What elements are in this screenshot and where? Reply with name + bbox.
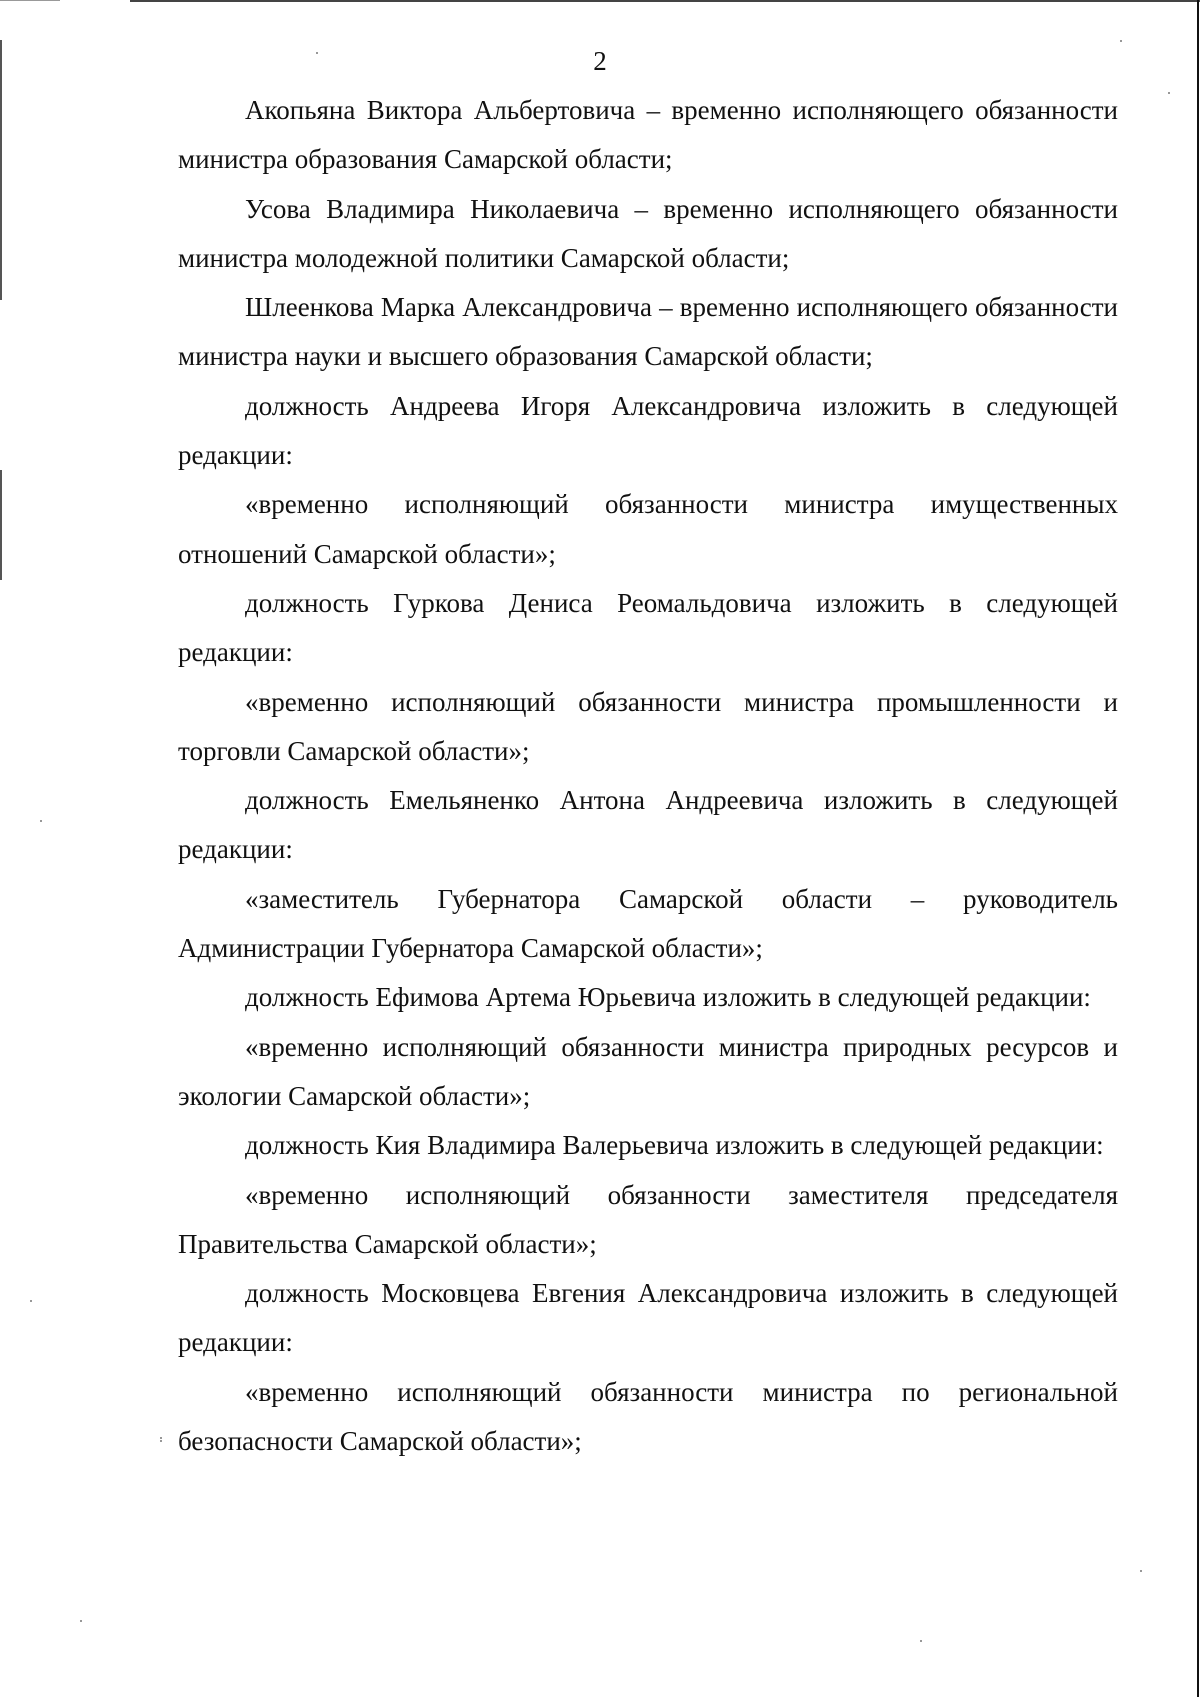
scan-speck (920, 1640, 922, 1642)
paragraph: «временно исполняющий обязанности министра имущественных отношений Самарской области»; (178, 489, 1118, 569)
scan-edge-top (130, 0, 1200, 2)
paragraph: Усова Владимира Николаевича – временно исполняющего обязанности министра молодежной политики Самарской области; (178, 193, 1118, 273)
paragraph: должность Гуркова Дениса Реомальдовича изложить в следующей редакции: (178, 587, 1118, 668)
scan-edge-left (0, 470, 2, 580)
paragraph: должность Емельяненко Антона Андреевича изложить в следующей редакции: (178, 785, 1118, 865)
paragraph: Акопьяна Виктора Альбертовича – временно исполняющего обязанности министра образования Самарской области; (178, 95, 1118, 175)
scan-speck (160, 1437, 162, 1439)
paragraph: должность Кия Владимира Валерьевича изложить в следующей редакции: (245, 1130, 1104, 1161)
paragraph: должность Московцева Евгения Александровича изложить в следующей редакции: (178, 1278, 1118, 1358)
document-body (178, 86, 1118, 1466)
paragraph: должность Ефимова Артема Юрьевича изложить в следующей редакции: (245, 982, 1091, 1013)
paragraph: «временно исполняющий обязанности министра по региональной безопасности Самарской области»; (178, 1376, 1118, 1457)
scan-speck (1168, 92, 1170, 94)
paragraph: «временно исполняющий обязанности заместителя председателя Правительства Самарской области»; (178, 1179, 1118, 1259)
page-number: 2 (593, 46, 607, 76)
paragraph: должность Андреева Игоря Александровича изложить в следующей редакции: (178, 390, 1118, 471)
scan-edge-right (1197, 0, 1199, 1697)
paragraph: «заместитель Губернатора Самарской области – руководитель Администрации Губернатора Самарской области»; (178, 883, 1118, 964)
scan-speck (160, 1440, 162, 1442)
paragraph: «временно исполняющий обязанности министра промышленности и торговли Самарской области»; (178, 686, 1118, 766)
scan-edge-top-left (0, 0, 60, 1)
scan-speck (30, 1300, 32, 1302)
scan-speck (1140, 1570, 1142, 1572)
scan-speck (40, 820, 42, 822)
scan-edge-left (0, 40, 2, 300)
scan-speck (1120, 40, 1122, 42)
paragraph: «временно исполняющий обязанности министра природных ресурсов и экологии Самарской области»; (178, 1031, 1118, 1111)
paragraph: Шлеенкова Марка Александровича – временно исполняющего обязанности министра науки и высшего образования Самарской области; (178, 292, 1118, 372)
scan-speck (80, 1620, 82, 1622)
